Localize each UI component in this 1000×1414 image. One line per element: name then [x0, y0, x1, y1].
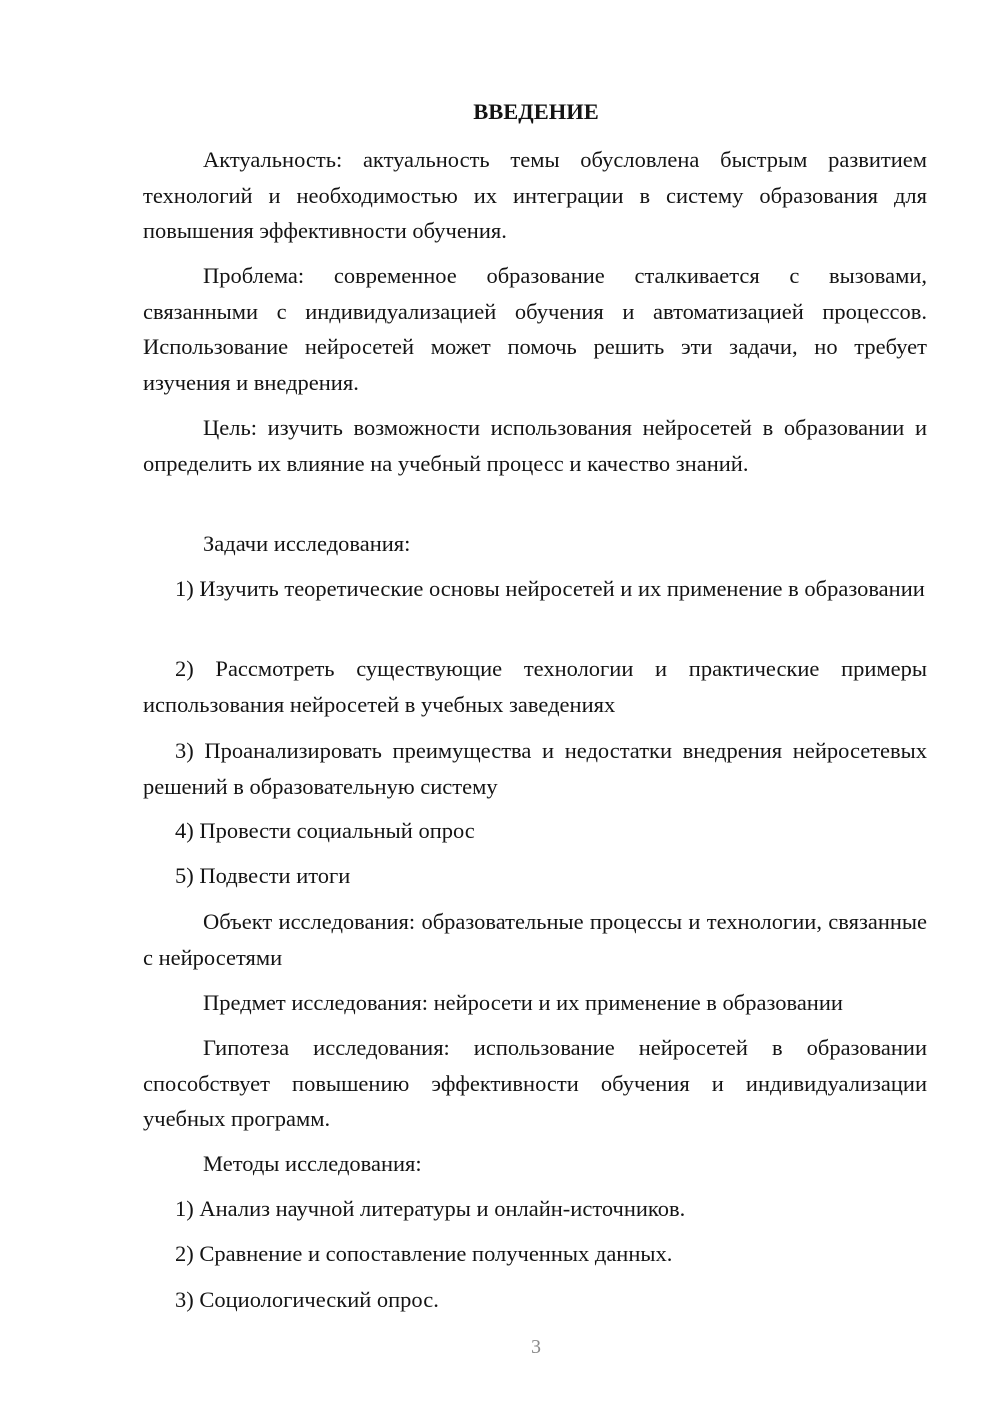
paragraph-subject: Предмет исследования: нейросети и их применение в образовании: [203, 990, 843, 1015]
paragraph-object: Объект исследования: образовательные процессы и технологии, связанные с нейросетями: [143, 909, 927, 970]
task-item-3: 3) Проанализировать преимущества и недостатки внедрения нейросетевых решений в образовательную систему: [143, 738, 927, 799]
tasks-heading: Задачи исследования:: [203, 531, 411, 556]
task-item-2: 2) Рассмотреть существующие технологии и практические примеры использования нейросетей в учебных заведениях: [143, 656, 927, 717]
method-item-2: 2) Сравнение и сопоставление полученных данных.: [175, 1241, 673, 1266]
task-item-4: 4) Провести социальный опрос: [175, 818, 475, 843]
paragraph-problem: Проблема: современное образование сталкивается с вызовами, связанными с индивидуализацией обучения и автоматизацией процессов. Использование нейросетей может помочь решить эти задачи, но требует изучения и внедрения.: [143, 263, 927, 395]
method-item-1: 1) Анализ научной литературы и онлайн-источников.: [175, 1196, 686, 1221]
section-title: ВВЕДЕНИЕ: [473, 99, 599, 124]
paragraph-goal: Цель: изучить возможности использования нейросетей в образовании и определить их влияние на учебный процесс и качество знаний.: [143, 415, 927, 476]
paragraph-hypothesis: Гипотеза исследования: использование нейросетей в образовании способствует повышению эффективности обучения и индивидуализации учебных программ.: [143, 1035, 927, 1131]
methods-heading: Методы исследования:: [203, 1151, 422, 1176]
method-item-3: 3) Социологический опрос.: [175, 1287, 439, 1312]
task-item-5: 5) Подвести итоги: [175, 863, 351, 888]
paragraph-relevance: Актуальность: актуальность темы обусловлена быстрым развитием технологий и необходимостью их интеграции в систему образования для повышения эффективности обучения.: [143, 147, 927, 243]
page-number: 3: [531, 1336, 541, 1358]
task-item-1: 1) Изучить теоретические основы нейросетей и их применение в образовании: [175, 576, 925, 601]
